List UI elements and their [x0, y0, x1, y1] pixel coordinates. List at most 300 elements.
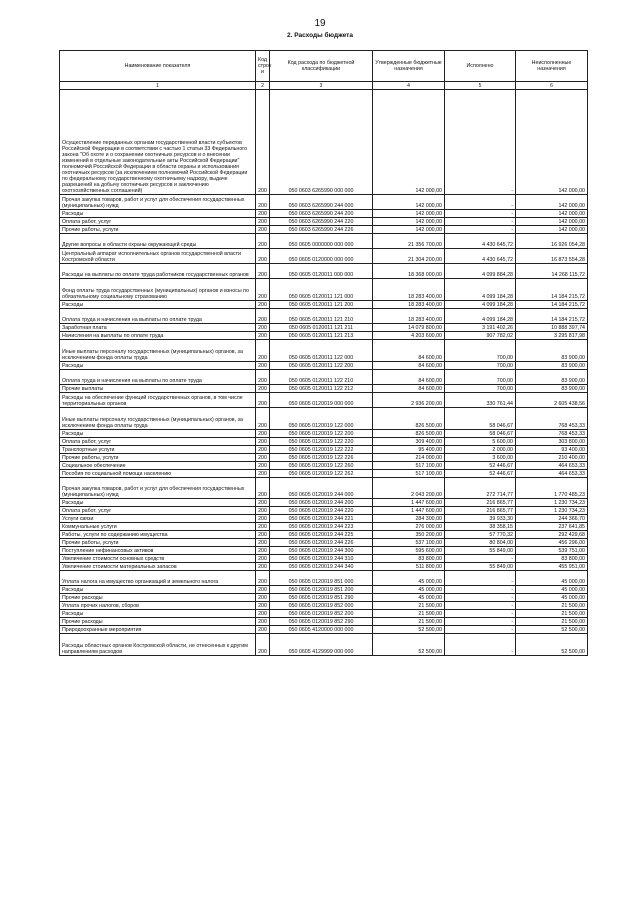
row-line-code-cell: 200 — [256, 586, 270, 594]
row-line-code-cell: 200 — [256, 470, 270, 478]
row-remaining-cell: 1 230 734,23 — [516, 507, 588, 515]
row-approved-cell: 14 079 800,00 — [373, 324, 445, 332]
row-approved-cell: 84 600,00 — [373, 385, 445, 393]
row-name-cell: Расходы — [60, 610, 256, 618]
row-executed-cell: - — [445, 571, 516, 586]
table-row — [60, 279, 588, 301]
table-row — [60, 507, 588, 515]
row-name-cell: Заработная плата — [60, 324, 256, 332]
table-row — [60, 210, 588, 218]
row-remaining-cell: 14 184 215,72 — [516, 279, 588, 301]
row-approved-cell: 350 200,00 — [373, 531, 445, 539]
budget-expenses-table — [59, 50, 588, 656]
row-remaining-cell: 16 926 054,28 — [516, 234, 588, 249]
row-executed-cell: 52 446,67 — [445, 462, 516, 470]
row-remaining-cell: 768 453,33 — [516, 408, 588, 430]
table-row — [60, 362, 588, 370]
row-remaining-cell: 1 230 734,23 — [516, 499, 588, 507]
row-line-code-cell: 200 — [256, 210, 270, 218]
row-name-cell: Прочие работы, услуги — [60, 454, 256, 462]
row-executed-cell: 58 046,67 — [445, 408, 516, 430]
row-line-code-cell: 200 — [256, 571, 270, 586]
table-row — [60, 249, 588, 264]
row-remaining-cell: 539 751,00 — [516, 547, 588, 555]
table-row — [60, 454, 588, 462]
row-approved-cell: 21 304 200,00 — [373, 249, 445, 264]
row-classification-code-cell: 050 0603 6265990 244 220 — [270, 218, 373, 226]
row-classification-code-cell: 050 0605 0120019 244 000 — [270, 478, 373, 499]
table-row — [60, 446, 588, 454]
row-executed-cell: 700,00 — [445, 340, 516, 362]
row-remaining-cell: 3 295 817,98 — [516, 332, 588, 340]
row-approved-cell: 1 447 600,00 — [373, 507, 445, 515]
row-classification-code-cell: 050 0605 0120019 000 000 — [270, 393, 373, 408]
row-approved-cell: 142 000,00 — [373, 218, 445, 226]
column-header-classification-code: Код расхода по бюджетной классификации — [270, 51, 373, 82]
table-row — [60, 370, 588, 385]
row-remaining-cell: 768 453,33 — [516, 430, 588, 438]
row-name-cell: Прочая закупка товаров, работ и услуг для обеспечения государственных (муниципальных) нужд — [60, 195, 256, 210]
row-name-cell: Прочие работы, услуги — [60, 539, 256, 547]
row-line-code-cell: 200 — [256, 430, 270, 438]
row-remaining-cell: 142 000,00 — [516, 90, 588, 195]
row-classification-code-cell: 050 0603 6265990 244 000 — [270, 195, 373, 210]
row-remaining-cell: 142 000,00 — [516, 226, 588, 234]
table-row — [60, 324, 588, 332]
row-line-code-cell: 200 — [256, 523, 270, 531]
table-row — [60, 555, 588, 563]
row-approved-cell: 1 447 600,00 — [373, 499, 445, 507]
column-number: 3 — [270, 82, 373, 90]
row-executed-cell: 3 191 402,26 — [445, 324, 516, 332]
row-remaining-cell: 14 184 215,72 — [516, 309, 588, 324]
row-executed-cell: - — [445, 634, 516, 656]
row-executed-cell: 272 714,77 — [445, 478, 516, 499]
row-name-cell: Иные выплаты персоналу государственных (муниципальных) органов, за исключением фонда оплаты труда — [60, 340, 256, 362]
row-classification-code-cell: 050 0605 4120000 000 000 — [270, 626, 373, 634]
row-remaining-cell: 83 800,00 — [516, 555, 588, 563]
row-line-code-cell: 200 — [256, 594, 270, 602]
row-classification-code-cell: 050 0605 0120011 121 200 — [270, 301, 373, 309]
row-approved-cell: 18 283 400,00 — [373, 301, 445, 309]
row-executed-cell: 80 804,00 — [445, 539, 516, 547]
row-line-code-cell: 200 — [256, 454, 270, 462]
row-line-code-cell: 200 — [256, 515, 270, 523]
row-approved-cell: 18 283 400,00 — [373, 309, 445, 324]
row-line-code-cell: 200 — [256, 385, 270, 393]
row-classification-code-cell: 050 0605 0120019 122 260 — [270, 462, 373, 470]
table-header-row — [60, 51, 588, 82]
row-remaining-cell: 210 400,00 — [516, 454, 588, 462]
row-classification-code-cell: 050 0605 4129999 000 000 — [270, 634, 373, 656]
row-remaining-cell: 292 429,68 — [516, 531, 588, 539]
row-name-cell: Расходы — [60, 586, 256, 594]
row-classification-code-cell: 050 0605 0120019 122 000 — [270, 408, 373, 430]
column-number: 6 — [516, 82, 588, 90]
table-body — [60, 90, 588, 656]
table-row — [60, 531, 588, 539]
row-remaining-cell: 237 641,85 — [516, 523, 588, 531]
table-row — [60, 462, 588, 470]
table-row — [60, 634, 588, 656]
row-line-code-cell: 200 — [256, 279, 270, 301]
row-name-cell: Поступление нефинансовых активов — [60, 547, 256, 555]
row-remaining-cell: 93 400,00 — [516, 446, 588, 454]
row-approved-cell: 517 100,00 — [373, 470, 445, 478]
row-classification-code-cell: 050 0605 0120019 244 200 — [270, 499, 373, 507]
row-name-cell: Другие вопросы в области охраны окружающей среды — [60, 234, 256, 249]
row-name-cell: Уплата прочих налогов, сборов — [60, 602, 256, 610]
row-classification-code-cell: 050 0605 0120011 122 000 — [270, 340, 373, 362]
row-executed-cell: - — [445, 195, 516, 210]
table-row — [60, 309, 588, 324]
row-approved-cell: 309 400,00 — [373, 438, 445, 446]
row-executed-cell: 4 430 645,72 — [445, 234, 516, 249]
row-remaining-cell: 14 184 215,72 — [516, 301, 588, 309]
row-line-code-cell: 200 — [256, 626, 270, 634]
row-line-code-cell: 200 — [256, 249, 270, 264]
row-line-code-cell: 200 — [256, 602, 270, 610]
row-classification-code-cell: 050 0605 0120019 852 290 — [270, 618, 373, 626]
row-executed-cell: 700,00 — [445, 385, 516, 393]
row-classification-code-cell: 050 0605 0120019 244 223 — [270, 523, 373, 531]
column-header-remaining: Неисполненные назначения — [516, 51, 588, 82]
row-classification-code-cell: 050 0603 6265990 244 226 — [270, 226, 373, 234]
row-executed-cell: - — [445, 210, 516, 218]
table-row — [60, 195, 588, 210]
row-name-cell: Начисления на выплаты по оплате труда — [60, 332, 256, 340]
row-line-code-cell: 200 — [256, 324, 270, 332]
row-name-cell: Увеличение стоимости материальных запасов — [60, 563, 256, 571]
row-executed-cell: 39 933,30 — [445, 515, 516, 523]
row-name-cell: Оплата работ, услуг — [60, 218, 256, 226]
row-line-code-cell: 200 — [256, 555, 270, 563]
row-remaining-cell: 455 951,00 — [516, 563, 588, 571]
row-name-cell: Оплата труда и начисления на выплаты по оплате труда — [60, 370, 256, 385]
table-row — [60, 626, 588, 634]
row-approved-cell: 18 368 000,00 — [373, 264, 445, 279]
row-executed-cell: 4 099 184,28 — [445, 279, 516, 301]
row-classification-code-cell: 050 0605 0120019 852 200 — [270, 610, 373, 618]
row-classification-code-cell: 050 0605 0120019 851 200 — [270, 586, 373, 594]
row-executed-cell: 700,00 — [445, 362, 516, 370]
row-remaining-cell: 45 000,00 — [516, 571, 588, 586]
row-executed-cell: - — [445, 226, 516, 234]
row-classification-code-cell: 050 0605 0120019 244 300 — [270, 547, 373, 555]
table-row — [60, 523, 588, 531]
row-name-cell: Прочие расходы — [60, 594, 256, 602]
row-approved-cell: 142 000,00 — [373, 210, 445, 218]
row-name-cell: Расходы на обеспечение функций государственных органов, в том числе территориальных органов — [60, 393, 256, 408]
row-remaining-cell: 45 000,00 — [516, 594, 588, 602]
row-approved-cell: 511 800,00 — [373, 563, 445, 571]
row-name-cell: Расходы — [60, 362, 256, 370]
row-name-cell: Коммунальные услуги — [60, 523, 256, 531]
row-remaining-cell: 83 900,00 — [516, 385, 588, 393]
row-remaining-cell: 83 900,00 — [516, 340, 588, 362]
row-remaining-cell: 464 653,33 — [516, 470, 588, 478]
column-number: 1 — [60, 82, 256, 90]
row-line-code-cell: 200 — [256, 234, 270, 249]
column-number: 4 — [373, 82, 445, 90]
table-row — [60, 515, 588, 523]
row-remaining-cell: 45 000,00 — [516, 586, 588, 594]
row-approved-cell: 276 000,00 — [373, 523, 445, 531]
row-remaining-cell: 21 500,00 — [516, 618, 588, 626]
table-row — [60, 90, 588, 195]
row-executed-cell: - — [445, 602, 516, 610]
row-classification-code-cell: 050 0605 0120000 000 000 — [270, 249, 373, 264]
table-row — [60, 332, 588, 340]
row-classification-code-cell: 050 0605 0120019 852 000 — [270, 602, 373, 610]
row-name-cell: Работы, услуги по содержанию имущества — [60, 531, 256, 539]
row-remaining-cell: 456 296,00 — [516, 539, 588, 547]
row-remaining-cell: 14 268 115,72 — [516, 264, 588, 279]
column-header-name: Наименование показателя — [60, 51, 256, 82]
row-remaining-cell: 142 000,00 — [516, 218, 588, 226]
row-name-cell: Природоохранные мероприятия — [60, 626, 256, 634]
table-row — [60, 393, 588, 408]
row-approved-cell: 537 100,00 — [373, 539, 445, 547]
row-line-code-cell: 200 — [256, 547, 270, 555]
row-approved-cell: 284 300,00 — [373, 515, 445, 523]
row-approved-cell: 18 283 400,00 — [373, 279, 445, 301]
row-executed-cell: - — [445, 610, 516, 618]
row-executed-cell: 4 099 884,28 — [445, 264, 516, 279]
row-classification-code-cell: 050 0605 0120019 244 225 — [270, 531, 373, 539]
column-number: 5 — [445, 82, 516, 90]
row-line-code-cell: 200 — [256, 462, 270, 470]
column-number: 2 — [256, 82, 270, 90]
row-name-cell: Прочие выплаты — [60, 385, 256, 393]
row-approved-cell: 826 500,00 — [373, 408, 445, 430]
row-line-code-cell: 200 — [256, 370, 270, 385]
table-row — [60, 594, 588, 602]
row-executed-cell: 907 782,02 — [445, 332, 516, 340]
row-name-cell: Оплата работ, услуг — [60, 438, 256, 446]
row-approved-cell: 52 500,00 — [373, 626, 445, 634]
row-executed-cell: - — [445, 618, 516, 626]
row-remaining-cell: 21 500,00 — [516, 602, 588, 610]
row-executed-cell: 216 865,77 — [445, 507, 516, 515]
row-approved-cell: 45 000,00 — [373, 571, 445, 586]
row-executed-cell: - — [445, 218, 516, 226]
row-executed-cell: - — [445, 626, 516, 634]
row-approved-cell: 214 000,00 — [373, 454, 445, 462]
row-executed-cell: 55 849,00 — [445, 547, 516, 555]
row-approved-cell: 517 100,00 — [373, 462, 445, 470]
table-row — [60, 571, 588, 586]
column-header-line-code: Код строк и — [256, 51, 270, 82]
table-row — [60, 563, 588, 571]
row-remaining-cell: 1 770 485,23 — [516, 478, 588, 499]
row-classification-code-cell: 050 0605 0000000 000 000 — [270, 234, 373, 249]
row-executed-cell: 4 430 645,72 — [445, 249, 516, 264]
row-executed-cell: - — [445, 555, 516, 563]
row-line-code-cell: 200 — [256, 408, 270, 430]
row-remaining-cell: 303 800,00 — [516, 438, 588, 446]
table-row — [60, 430, 588, 438]
row-executed-cell: 4 099 184,28 — [445, 309, 516, 324]
row-executed-cell: 3 600,00 — [445, 454, 516, 462]
row-classification-code-cell: 050 0605 0120019 244 340 — [270, 563, 373, 571]
row-line-code-cell: 200 — [256, 226, 270, 234]
table-row — [60, 264, 588, 279]
row-remaining-cell: 142 000,00 — [516, 210, 588, 218]
row-name-cell: Центральный аппарат исполнительных органов государственной власти Костромской области — [60, 249, 256, 264]
table-row — [60, 618, 588, 626]
row-name-cell: Расходы — [60, 301, 256, 309]
table-row — [60, 586, 588, 594]
row-classification-code-cell: 050 0605 0120019 851 290 — [270, 594, 373, 602]
row-classification-code-cell: 050 0605 0120011 121 211 — [270, 324, 373, 332]
row-executed-cell: 52 446,67 — [445, 470, 516, 478]
row-executed-cell: 5 600,00 — [445, 438, 516, 446]
row-classification-code-cell: 050 0605 0120019 851 000 — [270, 571, 373, 586]
row-executed-cell: 2 000,00 — [445, 446, 516, 454]
table-row — [60, 478, 588, 499]
row-name-cell: Иные выплаты персоналу государственных (муниципальных) органов, за исключением фонда оплаты труда — [60, 408, 256, 430]
row-name-cell: Расходы — [60, 430, 256, 438]
row-line-code-cell: 200 — [256, 218, 270, 226]
table-row — [60, 226, 588, 234]
row-classification-code-cell: 050 0603 6265990 244 200 — [270, 210, 373, 218]
row-approved-cell: 83 800,00 — [373, 555, 445, 563]
row-executed-cell: 55 849,00 — [445, 563, 516, 571]
table-row — [60, 218, 588, 226]
row-name-cell: Социальное обеспечение — [60, 462, 256, 470]
row-name-cell: Пособия по социальной помощи населению — [60, 470, 256, 478]
row-approved-cell: 826 500,00 — [373, 430, 445, 438]
row-classification-code-cell: 050 0605 0120011 121 213 — [270, 332, 373, 340]
row-remaining-cell: 83 900,00 — [516, 362, 588, 370]
row-classification-code-cell: 050 0605 0120011 000 000 — [270, 264, 373, 279]
row-classification-code-cell: 050 0605 0120019 122 262 — [270, 470, 373, 478]
row-line-code-cell: 200 — [256, 507, 270, 515]
row-approved-cell: 84 600,00 — [373, 370, 445, 385]
row-approved-cell: 95 400,00 — [373, 446, 445, 454]
row-line-code-cell: 200 — [256, 499, 270, 507]
row-executed-cell: 58 046,67 — [445, 430, 516, 438]
row-approved-cell: 45 000,00 — [373, 586, 445, 594]
row-executed-cell: 38 358,15 — [445, 523, 516, 531]
row-line-code-cell: 200 — [256, 195, 270, 210]
row-classification-code-cell: 050 0605 0120011 122 200 — [270, 362, 373, 370]
row-approved-cell: 142 000,00 — [373, 90, 445, 195]
row-line-code-cell: 200 — [256, 264, 270, 279]
row-remaining-cell: 10 888 397,74 — [516, 324, 588, 332]
row-approved-cell: 595 600,00 — [373, 547, 445, 555]
row-line-code-cell: 200 — [256, 563, 270, 571]
row-name-cell: Расходы областных органов Костромской области, не отнесенных к другим направлениям расходов — [60, 634, 256, 656]
row-classification-code-cell: 050 0605 0120011 121 000 — [270, 279, 373, 301]
row-line-code-cell: 200 — [256, 90, 270, 195]
row-remaining-cell: 244 366,70 — [516, 515, 588, 523]
table-row — [60, 539, 588, 547]
row-line-code-cell: 200 — [256, 301, 270, 309]
row-classification-code-cell: 050 0605 0120011 121 210 — [270, 309, 373, 324]
table-row — [60, 610, 588, 618]
row-remaining-cell: 52 500,00 — [516, 626, 588, 634]
row-line-code-cell: 200 — [256, 309, 270, 324]
table-row — [60, 438, 588, 446]
row-classification-code-cell: 050 0603 6265990 000 000 — [270, 90, 373, 195]
row-classification-code-cell: 050 0605 0120011 122 212 — [270, 385, 373, 393]
row-classification-code-cell: 050 0605 0120019 122 200 — [270, 430, 373, 438]
table-row — [60, 470, 588, 478]
section-title: 2. Расходы бюджета — [287, 32, 353, 39]
row-approved-cell: 84 600,00 — [373, 340, 445, 362]
table-row — [60, 547, 588, 555]
row-classification-code-cell: 050 0605 0120011 122 210 — [270, 370, 373, 385]
row-line-code-cell: 200 — [256, 478, 270, 499]
row-classification-code-cell: 050 0605 0120019 122 220 — [270, 438, 373, 446]
row-approved-cell: 4 203 600,00 — [373, 332, 445, 340]
row-classification-code-cell: 050 0605 0120019 244 221 — [270, 515, 373, 523]
row-remaining-cell: 464 653,33 — [516, 462, 588, 470]
row-line-code-cell: 200 — [256, 531, 270, 539]
table-row — [60, 234, 588, 249]
row-executed-cell: - — [445, 90, 516, 195]
row-approved-cell: 21 356 700,00 — [373, 234, 445, 249]
row-line-code-cell: 200 — [256, 618, 270, 626]
row-name-cell: Расходы — [60, 210, 256, 218]
row-name-cell: Прочая закупка товаров, работ и услуг для обеспечения государственных (муниципальных) нужд — [60, 478, 256, 499]
row-approved-cell: 21 500,00 — [373, 602, 445, 610]
row-remaining-cell: 16 873 554,28 — [516, 249, 588, 264]
row-classification-code-cell: 050 0605 0120019 122 226 — [270, 454, 373, 462]
row-classification-code-cell: 050 0605 0120019 244 220 — [270, 507, 373, 515]
row-classification-code-cell: 050 0605 0120019 244 226 — [270, 539, 373, 547]
row-line-code-cell: 200 — [256, 340, 270, 362]
row-name-cell: Расходы — [60, 499, 256, 507]
table-row — [60, 340, 588, 362]
row-approved-cell: 2 043 200,00 — [373, 478, 445, 499]
row-name-cell: Услуги связи — [60, 515, 256, 523]
row-remaining-cell: 142 000,00 — [516, 195, 588, 210]
row-name-cell: Фонд оплаты труда государственных (муниципальных) органов и взносы по обязательному социальному страхованию — [60, 279, 256, 301]
row-classification-code-cell: 050 0605 0120019 244 310 — [270, 555, 373, 563]
row-executed-cell: - — [445, 594, 516, 602]
row-line-code-cell: 200 — [256, 446, 270, 454]
row-executed-cell: 700,00 — [445, 370, 516, 385]
row-name-cell: Прочие работы, услуги — [60, 226, 256, 234]
row-approved-cell: 21 500,00 — [373, 610, 445, 618]
table-row — [60, 385, 588, 393]
row-approved-cell: 45 000,00 — [373, 594, 445, 602]
column-number-row — [60, 82, 588, 90]
row-approved-cell: 21 500,00 — [373, 618, 445, 626]
row-line-code-cell: 200 — [256, 634, 270, 656]
row-name-cell: Транспортные услуги — [60, 446, 256, 454]
row-line-code-cell: 200 — [256, 610, 270, 618]
row-name-cell: Расходы на выплаты по оплате труда работников государственных органов — [60, 264, 256, 279]
row-line-code-cell: 200 — [256, 393, 270, 408]
row-remaining-cell: 21 500,00 — [516, 610, 588, 618]
row-name-cell: Оплата труда и начисления на выплаты по оплате труда — [60, 309, 256, 324]
table-row — [60, 408, 588, 430]
row-name-cell: Оплата работ, услуг — [60, 507, 256, 515]
row-approved-cell: 142 000,00 — [373, 226, 445, 234]
row-executed-cell: 330 761,44 — [445, 393, 516, 408]
row-line-code-cell: 200 — [256, 438, 270, 446]
row-line-code-cell: 200 — [256, 332, 270, 340]
row-remaining-cell: 83 900,00 — [516, 370, 588, 385]
row-remaining-cell: 2 605 438,56 — [516, 393, 588, 408]
column-header-executed: Исполнено — [445, 51, 516, 82]
row-name-cell: Прочие расходы — [60, 618, 256, 626]
row-line-code-cell: 200 — [256, 362, 270, 370]
